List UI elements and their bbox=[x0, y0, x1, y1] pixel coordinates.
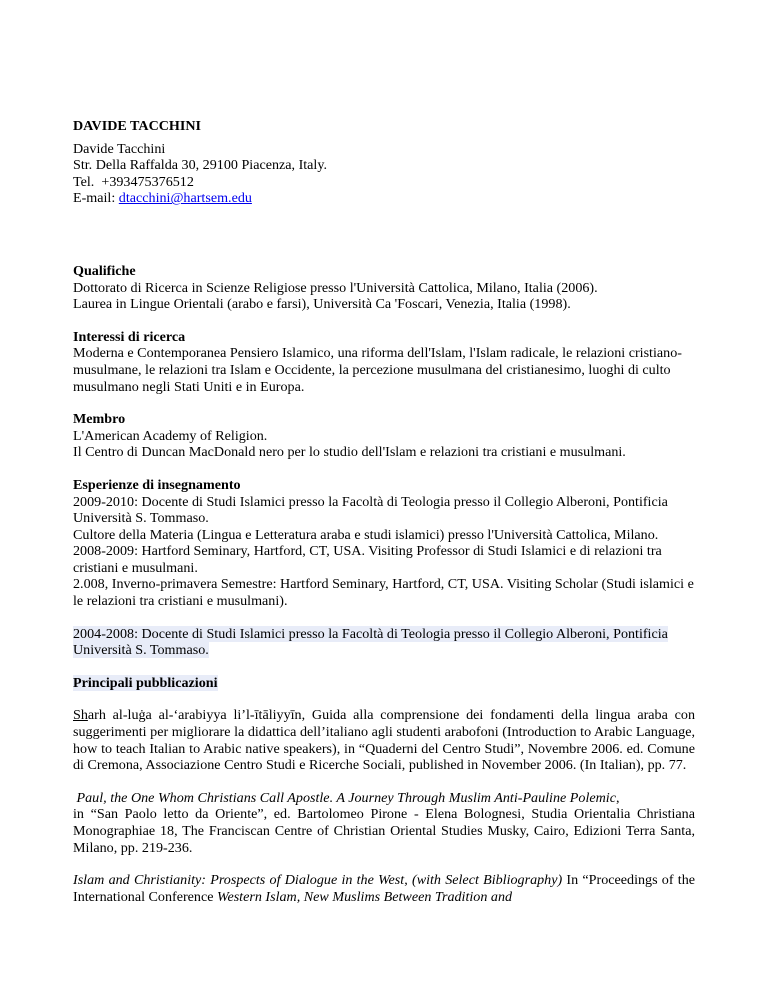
pub3-conf: Western Islam, New Muslims Between Tradition and bbox=[217, 888, 513, 905]
section-title-membro: Membro bbox=[73, 411, 126, 428]
pub2-text: in “San Paolo letto da Oriente”, ed. Bartolomeo Pirone - Elena Bolognesi, Studia Orientalia Christiana Monographiae 18, The Franciscan Centre of Christian Oriental Studies Musky, Cairo, Edizioni Terra Santa, Milano, pp. 219-236. bbox=[73, 806, 695, 856]
publication-item bbox=[73, 707, 695, 773]
pub3-paren: (with Select Bibliography) bbox=[412, 872, 563, 889]
pub3-sep: , bbox=[404, 872, 412, 889]
interessi-text: Moderna e Contemporanea Pensiero Islamico, una riforma dell'Islam, l'Islam radicale, le relazioni cristiano-musulmane, le relazioni tra Islam e Occidente, la percezione musulmana del cristianesimo, luoghi di culto musulmano negli Stati Uniti e in Europa. bbox=[73, 345, 682, 395]
pub1-text: arh al-luġa al-‘arabiyya li’l-ītāliyyīn, Guida alla comprensione dei fondamenti della lingua araba con suggerimenti per migliorare la didattica dell’italiano agli studenti arabofoni (Introduction to Arabic Language, how to teach Italian to Arabic native speakers), in “Quaderni del Centro Studi”, Novembre 2006. ed. Comune di Cremona, Associazione Centro Studi e Ricerche Sociali, published in November 2006. (In Italian), pp. 77. bbox=[73, 707, 695, 774]
esperienza-item: 2008-2009: Hartford Seminary, Hartford, CT, USA. Visiting Professor di Studi Islamici e di relazioni tra cristiani e musulmani. bbox=[73, 543, 662, 576]
section-interessi bbox=[73, 329, 695, 395]
pub1-lead: Sh bbox=[73, 707, 88, 724]
esperienza-item: 2009-2010: Docente di Studi Islamici presso la Facoltà di Teologia presso il Collegio Alberoni, Pontificia Università S. Tommaso. bbox=[73, 493, 668, 527]
esperienza-item-highlighted bbox=[73, 626, 695, 659]
cv-page bbox=[73, 118, 699, 905]
section-title-qualifiche: Qualifiche bbox=[73, 262, 136, 279]
esperienza-item: Cultore della Materia (Lingua e Letteratura araba e studi islamici) presso l'Università Cattolica, Milano. bbox=[73, 526, 659, 543]
section-membro bbox=[73, 411, 695, 461]
pub2-title: Paul, the One Whom Christians Call Apostle. A Journey Through Muslim Anti-Pauline Polemic bbox=[73, 789, 616, 806]
email-label: E-mail: bbox=[73, 190, 119, 207]
pub3-title: Islam and Christianity: Prospects of Dialogue in the West bbox=[73, 872, 405, 889]
publication-item bbox=[73, 872, 699, 905]
section-pubblicazioni bbox=[73, 674, 699, 906]
email-link[interactable]: dtacchini@hartsem.edu bbox=[118, 190, 252, 207]
section-title-pubblicazioni bbox=[73, 675, 695, 692]
contact-phone: Tel. +393475376512 bbox=[73, 173, 194, 190]
section-title-interessi: Interessi di ricerca bbox=[73, 328, 186, 345]
membro-item: Il Centro di Duncan MacDonald nero per lo studio dell'Islam e relazioni tra cristiani e musulmani. bbox=[73, 444, 626, 461]
section-esperienze bbox=[73, 477, 695, 659]
contact-name: Davide Tacchini bbox=[73, 140, 166, 157]
esperienza-item: 2.008, Inverno-primavera Semestre: Hartford Seminary, Hartford, CT, USA. Visiting Scholar (Studi islamici e le relazioni tra cristiani e musulmani). bbox=[73, 576, 694, 610]
contact-address: Str. Della Raffalda 30, 29100 Piacenza, Italy. bbox=[73, 157, 328, 174]
page-title: DAVIDE TACCHINI bbox=[73, 118, 202, 134]
section-title-esperienze: Esperienze di insegnamento bbox=[73, 476, 241, 493]
pub3-text: In “Proceedings of the International Conference bbox=[73, 872, 699, 905]
publication-item: Paul, the One Whom Christians Call Apostle. A Journey Through Muslim Anti-Pauline Polemic, bbox=[73, 789, 620, 806]
pubblicazioni-title-text: Principali pubblicazioni bbox=[73, 674, 218, 691]
qualifica-item: Dottorato di Ricerca in Scienze Religiose presso l'Università Cattolica, Milano, Italia (2006). bbox=[73, 279, 598, 296]
qualifica-item: Laurea in Lingue Orientali (arabo e farsi), Università Ca 'Foscari, Venezia, Italia (1998). bbox=[73, 296, 571, 313]
contact-block bbox=[73, 141, 695, 207]
membro-item: L'American Academy of Religion. bbox=[73, 427, 268, 444]
highlighted-text: 2004-2008: Docente di Studi Islamici presso la Facoltà di Teologia presso il Collegio Alberoni, Pontificia Università S. Tommaso. bbox=[73, 625, 668, 659]
section-qualifiche bbox=[73, 263, 695, 313]
contact-email bbox=[73, 190, 695, 207]
